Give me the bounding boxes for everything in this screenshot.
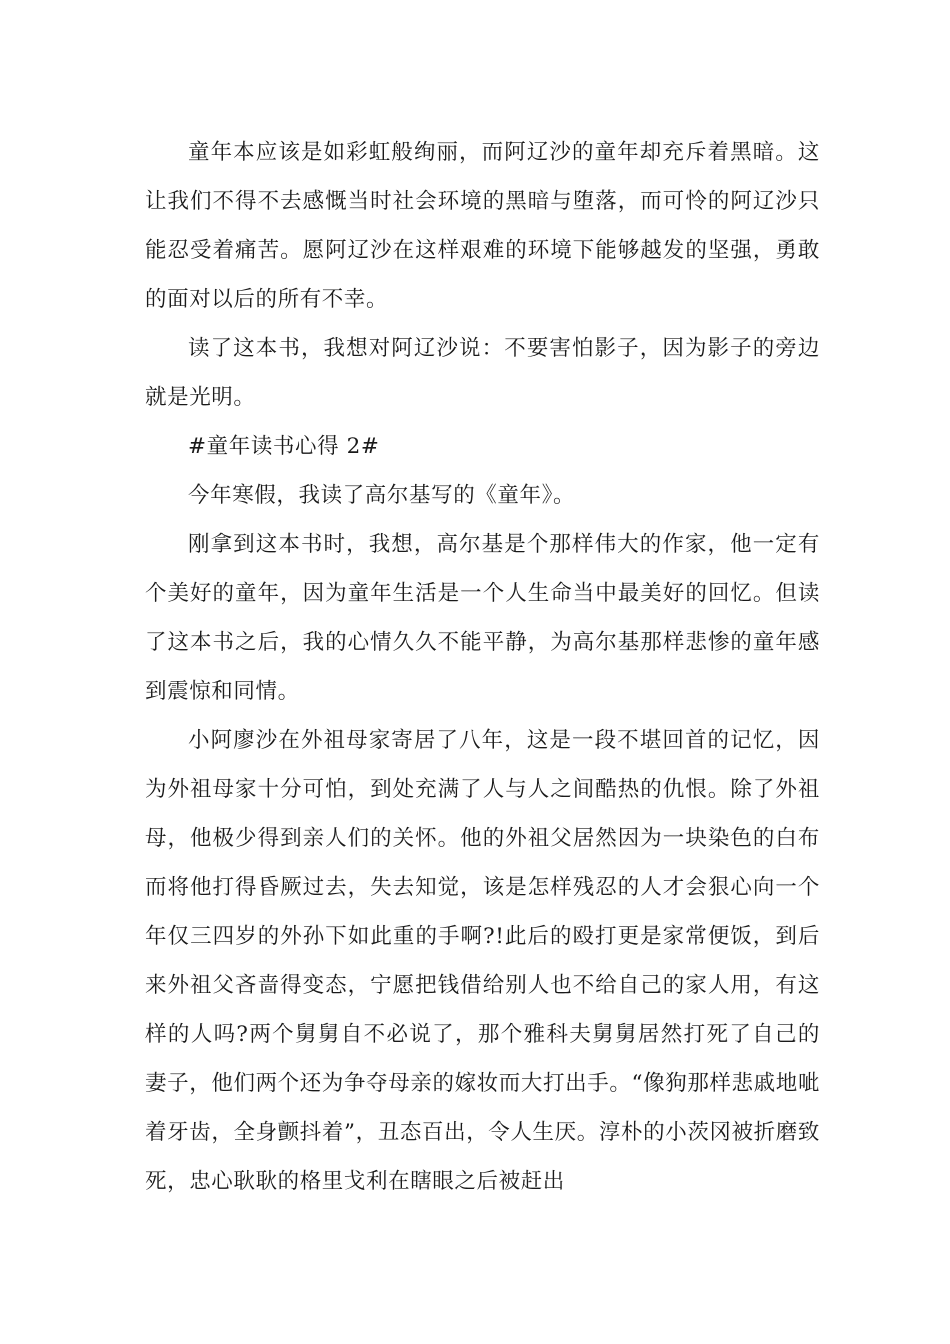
paragraph-winter-break: 今年寒假，我读了高尔基写的《童年》。 xyxy=(188,483,576,508)
paragraph-grandmother-house: 小阿廖沙在外祖母家寄居了八年，这是一段不堪回首的记忆，因为外祖母家十分可怕，到处充满了人与人之间酷热的仇恨。除了外祖母，他极少得到亲人们的关怀。他的外祖父居然因为一块染色的白布而将他打得昏厥过去，失去知觉，该是怎样残忍的人才会狠心向一个年仅三四岁的外孙下如此重的手啊?!此后的殴打更是家常便饭，到后来外祖父吝啬得变态，宁愿把钱借给别人也不给自己的家人用，有这样的人吗?两个舅舅自不必说了，那个雅科夫舅舅居然打死了自己的妻子，他们两个还为争夺母亲的嫁妆而大打出手。“像狗那样悲戚地呲着牙齿，全身颤抖着”，丑态百出，令人生厌。淳朴的小茨冈被折磨致死，忠心耿耿的格里戈利在瞎眼之后被赶出 xyxy=(145,728,820,1194)
paragraph-shadow-light: 读了这本书，我想对阿辽沙说：不要害怕影子，因为影子的旁边就是光明。 xyxy=(145,336,820,410)
section-heading: #童年读书心得 2# xyxy=(188,434,380,459)
document-body xyxy=(145,128,820,1206)
paragraph-first-impression: 刚拿到这本书时，我想，高尔基是个那样伟大的作家，他一定有个美好的童年，因为童年生活是一个人生命当中最美好的回忆。但读了这本书之后，我的心情久久不能平静，为高尔基那样悲惨的童年感到震惊和同情。 xyxy=(145,532,820,704)
paragraph-childhood-darkness: 童年本应该是如彩虹般绚丽，而阿辽沙的童年却充斥着黑暗。这让我们不得不去感慨当时社会环境的黑暗与堕落，而可怜的阿辽沙只能忍受着痛苦。愿阿辽沙在这样艰难的环境下能够越发的坚强，勇敢的面对以后的所有不幸。 xyxy=(145,140,820,312)
